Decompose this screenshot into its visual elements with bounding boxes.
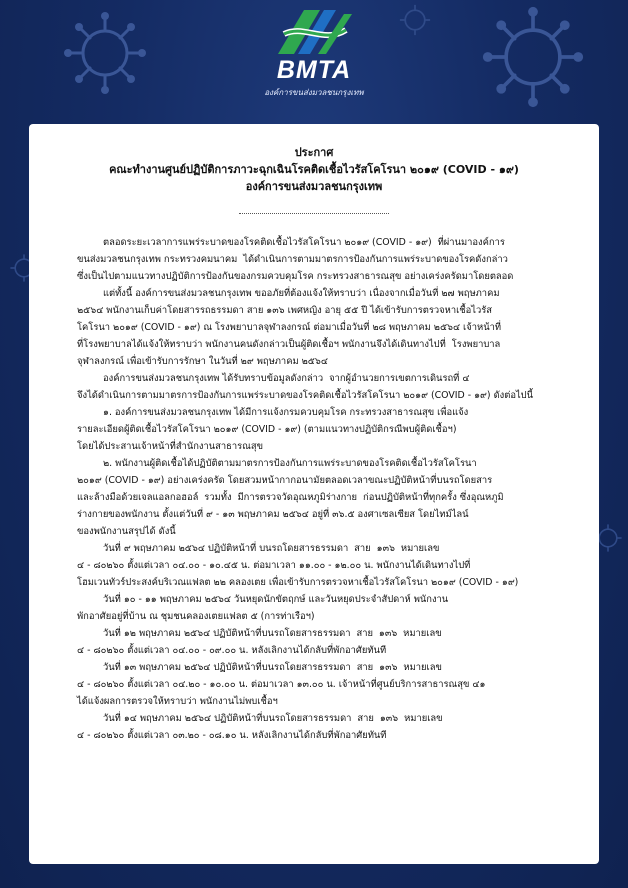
body-line: แต่ทั้งนี้ องค์การขนส่งมวลชนกรุงเทพ ขออภัยที่ต้องแจ้งให้ทราบว่า เนื่องจากเมื่อวันที่ ๒๗ พฤษภาคม: [103, 288, 500, 299]
body-line: โฮมเวนทัวร์ประสงค์บริเวณแฟลต ๒๒ คลองเตย เพื่อเข้ารับการตรวจหาเชื้อไวรัสโคโรนา ๒๐๑๙ (COVID - ๑๙): [77, 577, 519, 588]
body-line: ตลอดระยะเวลาการแพร่ระบาดของโรคติดเชื้อไวรัสโคโรนา ๒๐๑๙ (COVID - ๑๙) ที่ผ่านมาองค์การ: [103, 237, 505, 248]
body-line: รายละเอียดผู้ติดเชื้อไวรัสโคโรนา ๒๐๑๙ (COVID - ๑๙) (ตามแนวทางปฏิบัติกรณีพบผู้ติดเชื้อฯ): [77, 424, 457, 435]
body-line: ๑. องค์การขนส่งมวลชนกรุงเทพ ได้มีการแจ้งกรมควบคุมโรค กระทรวงสาธารณสุข เพื่อแจ้ง: [103, 407, 469, 418]
announcement-organization: องค์การขนส่งมวลชนกรุงเทพ: [245, 180, 383, 193]
announcement-title: คณะทำงานศูนย์ปฏิบัติการภาวะฉุกเฉินโรคติดเชื้อไวรัสโคโรนา ๒๐๑๙ (COVID - ๑๙): [109, 163, 519, 176]
body-line: ได้แจ้งผลการตรวจให้ทราบว่า พนักงานไม่พบเชื้อฯ: [77, 696, 278, 707]
body-line: ขนส่งมวลชนกรุงเทพ กระทรวงคมนาคม ได้ดำเนินการตามมาตรการป้องกันการแพร่ระบาดของโรคดังกล่าว: [77, 254, 508, 265]
body-line: ๔ - ๘๐๒๖๐ ตั้งแต่เวลา ๐๓.๒๐ - ๐๘.๑๐ น. หลังเลิกงานได้กลับที่พักอาศัยทันที: [77, 730, 387, 741]
body-line: ๒๕๖๔ พนักงานเก็บค่าโดยสารรถธรรมดา สาย ๑๓๖ เพศหญิง อายุ ๕๕ ปี ได้เข้ารับการตรวจหาเชื้อไวรัส: [77, 305, 493, 316]
body-line: ๔ - ๘๐๒๖๐ ตั้งแต่เวลา ๐๔.๒๐ - ๑๐.๐๐ น. ต่อมาเวลา ๑๓.๐๐ น. เจ้าหน้าที่ศูนย์บริการสาธารณสุข ๔๑: [77, 679, 486, 690]
body-line: ๒๐๑๙ (COVID - ๑๙) อย่างเคร่งครัด โดยสวมหน้ากากอนามัยตลอดเวลาขณะปฏิบัติหน้าที่บนรถโดยสาร: [77, 475, 493, 486]
bmta-logo-icon: [274, 4, 354, 60]
title-divider: [239, 213, 389, 214]
body-line: ร่างกายของพนักงาน ตั้งแต่วันที่ ๙ - ๑๓ พฤษภาคม ๒๕๖๔ อยู่ที่ ๓๖.๕ องศาเซลเซียส โดยไทม์ไลน์: [77, 509, 469, 520]
body-line: โคโรนา ๒๐๑๙ (COVID - ๑๙) ณ โรงพยาบาลจุฬาลงกรณ์ ต่อมาเมื่อวันที่ ๒๘ พฤษภาคม ๒๕๖๔ เจ้าหน้าที่: [77, 322, 502, 333]
body-line: วันที่ ๙ พฤษภาคม ๒๕๖๔ ปฏิบัติหน้าที่ บนรถโดยสารธรรมดา สาย ๑๓๖ หมายเลข: [103, 543, 440, 554]
body-line: โดยได้ประสานเจ้าหน้าที่สำนักงานสาธารณสุข: [77, 441, 263, 452]
announcement-body: [77, 234, 563, 744]
body-line: ๒. พนักงานผู้ติดเชื้อได้ปฏิบัติตามมาตรการป้องกันการแพร่ระบาดของโรคติดเชื้อไวรัสโคโรนา: [103, 458, 477, 469]
body-line: และล้างมือด้วยเจลแอลกอฮอล์ รวมทั้ง มีการตรวจวัดอุณหภูมิร่างกาย ก่อนปฏิบัติหน้าที่ทุกครั้ง ซึ่งอุณหภูมิ: [77, 492, 504, 503]
header: [0, 0, 628, 112]
logo-name: BMTA: [276, 56, 352, 84]
body-line: วันที่ ๑๔ พฤษภาคม ๒๕๖๔ ปฏิบัติหน้าที่บนรถโดยสารธรรมดา สาย ๑๓๖ หมายเลข: [103, 713, 443, 724]
body-line: วันที่ ๑๒ พฤษภาคม ๒๕๖๔ ปฏิบัติหน้าที่บนรถโดยสารธรรมดา สาย ๑๓๖ หมายเลข: [103, 628, 442, 639]
body-line: ๔ - ๘๐๒๖๐ ตั้งแต่เวลา ๐๔.๐๐ - ๑๐.๔๕ น. ต่อมาเวลา ๑๑.๐๐ - ๑๒.๐๐ น. พนักงานได้เดินทางไปที่: [77, 560, 471, 571]
body-line: ๔ - ๘๐๒๖๐ ตั้งแต่เวลา ๐๔.๐๐ - ๐๙.๐๐ น. หลังเลิกงานได้กลับที่พักอาศัยทันที: [77, 645, 387, 656]
announcement-paper: [29, 124, 599, 864]
body-line: องค์การขนส่งมวลชนกรุงเทพ ได้รับทราบข้อมูลดังกล่าว จากผู้อำนวยการเขตการเดินรถที่ ๔: [103, 373, 470, 384]
body-line: ที่โรงพยาบาลได้แจ้งให้ทราบว่า พนักงานคนดังกล่าวเป็นผู้ติดเชื้อฯ พนักงานจึงได้เดินทางไปที่ โรงพยาบาล: [77, 339, 501, 350]
logo-subtitle: องค์การขนส่งมวลชนกรุงเทพ: [264, 88, 364, 97]
body-line: พักอาศัยอยู่ที่บ้าน ณ ชุมชนคลองเตยแฟลต ๕ (การท่าเรือฯ): [77, 611, 315, 622]
body-line: จุฬาลงกรณ์ เพื่อเข้ารับการรักษา ในวันที่ ๒๙ พฤษภาคม ๒๕๖๔: [77, 356, 328, 367]
body-line: ของพนักงานสรุปได้ ดังนี้: [77, 526, 176, 537]
announcement-header: [29, 144, 599, 195]
announcement-heading: ประกาศ: [294, 146, 334, 159]
body-line: วันที่ ๑๓ พฤษภาคม ๒๕๖๔ ปฏิบัติหน้าที่บนรถโดยสารธรรมดา สาย ๑๓๖ หมายเลข: [103, 662, 442, 673]
body-line: วันที่ ๑๐ - ๑๑ พฤษภาคม ๒๕๖๔ วันหยุดนักขัตฤกษ์ และวันหยุดประจำสัปดาห์ พนักงาน: [103, 594, 449, 605]
body-line: ซึ่งเป็นไปตามแนวทางปฏิบัติการป้องกันของกรมควบคุมโรค กระทรวงสาธารณสุข อย่างเคร่งครัดมาโดยตลอด: [77, 271, 514, 282]
body-line: จึงได้ดำเนินการตามมาตรการป้องกันการแพร่ระบาดของโรคติดเชื้อไวรัสโคโรนา ๒๐๑๙ (COVID - ๑๙) ดังต่อไปนี้: [77, 390, 534, 401]
